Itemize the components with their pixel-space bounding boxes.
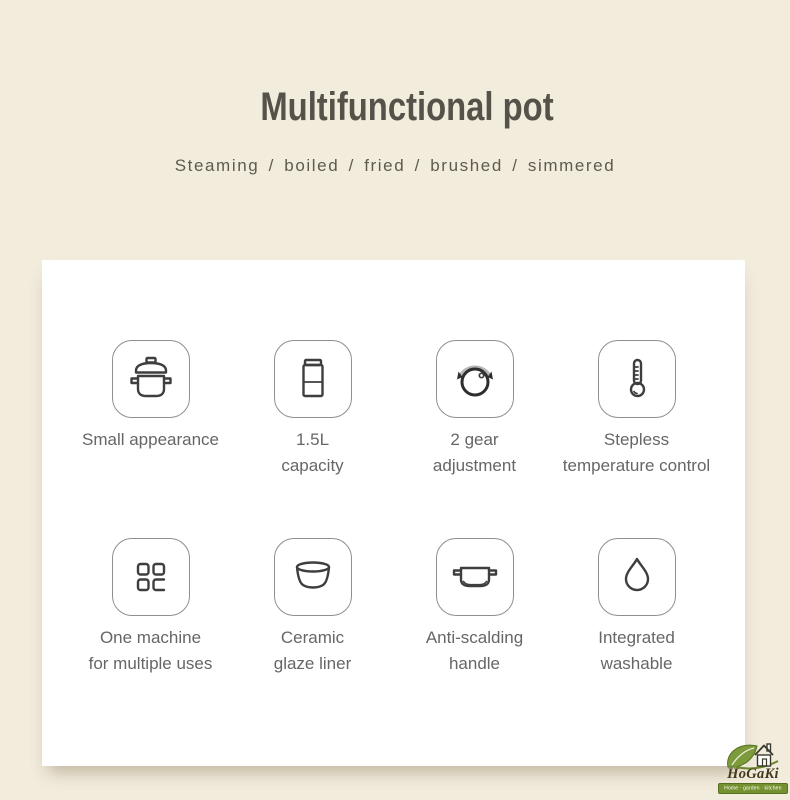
- feature-small-appearance: [70, 340, 232, 453]
- feature-label: 2 gear adjustment: [432, 430, 517, 475]
- feature-row-2: [42, 482, 745, 677]
- page-title: Multifunctional pot: [260, 85, 554, 129]
- feature-label: Small appearance: [81, 430, 220, 449]
- page-subtitle: Steaming / boiled / fried / brushed / simmered: [174, 156, 616, 175]
- brand-tagline-banner: [718, 783, 788, 794]
- dial-knob-icon: [436, 340, 514, 418]
- feature-label: Ceramic glaze liner: [273, 628, 352, 673]
- feature-gear-adjustment: [394, 340, 556, 479]
- feature-label: One machine for multiple uses: [88, 628, 213, 673]
- feature-label: Stepless temperature control: [562, 430, 711, 475]
- feature-label: 1.5L capacity: [281, 430, 344, 475]
- water-drop-icon: [598, 538, 676, 616]
- feature-row-1: [42, 260, 745, 482]
- brand-name: HoGaKi: [727, 766, 779, 782]
- ceramic-liner-icon: [274, 538, 352, 616]
- thermometer-icon: [598, 340, 676, 418]
- container-icon: [274, 340, 352, 418]
- stockpot-icon: [112, 340, 190, 418]
- feature-washable: [556, 538, 718, 677]
- multi-use-grid-icon: [112, 538, 190, 616]
- feature-label: Integrated washable: [598, 628, 675, 673]
- feature-capacity: [232, 340, 394, 479]
- feature-anti-scalding-handle: [394, 538, 556, 677]
- feature-label: Anti-scalding handle: [425, 628, 524, 673]
- pot-handles-icon: [436, 538, 514, 616]
- page-header: [0, 0, 790, 176]
- brand-logo: [718, 740, 788, 794]
- feature-multi-use: [70, 538, 232, 677]
- feature-ceramic-liner: [232, 538, 394, 677]
- feature-card: [42, 260, 745, 766]
- brand-tagline: Home · garden · kitchen: [724, 785, 782, 792]
- feature-temperature-control: [556, 340, 718, 479]
